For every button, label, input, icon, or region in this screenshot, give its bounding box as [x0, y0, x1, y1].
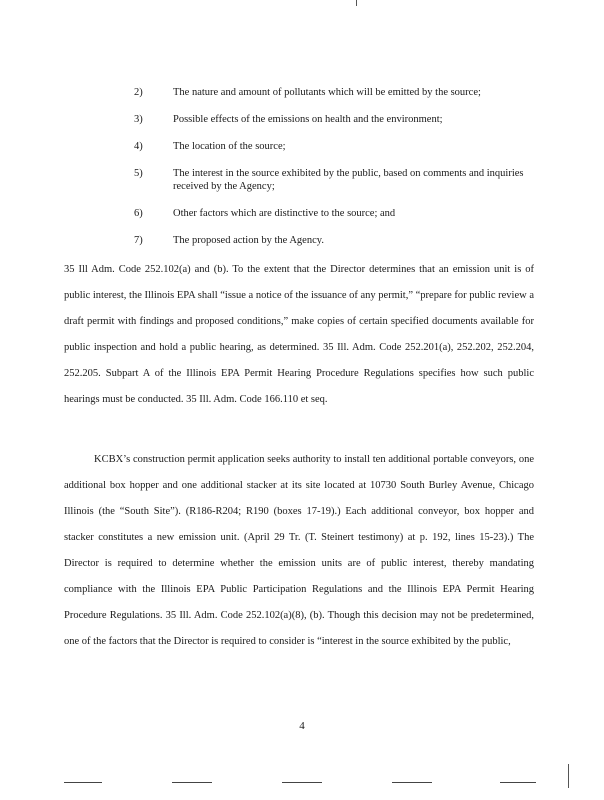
list-item [134, 207, 534, 220]
footer-rule [500, 782, 536, 783]
list-item-text: The nature and amount of pollutants which will be emitted by the source; [173, 87, 481, 98]
paragraph-kcbx-application: KCBX’s construction permit application seeks authority to install ten additional portable conveyors, one additional box hopper and one additional stacker at its site located at 10730 South Burley Avenue, Chicago Illinois (the “South Site”). (R186-R204; R190 (boxes 17-19).) Each additional conveyor, box hopper and stacker constitutes a new emission unit. (April 29 Tr. (T. Steinert testimony) at p. 192, lines 15-23).) The Director is required to determine whether the emission units are of public interest, thereby mandating compliance with the Illinois EPA Public Participation Regulations and the Illinois EPA Permit Hearing Procedure Regulations. 35 Ill. Adm. Code 252.102(a)(8), (b). Though this decision may not be predetermined, one of the factors that the Director is required to consider is “interest in the source exhibited by the public, [64, 454, 534, 647]
list-item-number: 6) [134, 208, 143, 219]
list-item-text: The interest in the source exhibited by the public, based on comments and inquiries received by the Agency; [173, 168, 524, 192]
list-item [134, 167, 534, 193]
list-item-number: 3) [134, 114, 143, 125]
list-item-number: 5) [134, 168, 143, 179]
scan-mark-top [356, 0, 357, 6]
list-item [134, 140, 534, 153]
footer-rule [64, 782, 102, 783]
list-item-text: Other factors which are distinctive to the source; and [173, 208, 396, 219]
footer-rule [282, 782, 322, 783]
list-item-number: 7) [134, 235, 143, 246]
factor-list [134, 86, 534, 261]
list-item [134, 234, 534, 247]
footer-rule [172, 782, 212, 783]
list-item-number: 4) [134, 141, 143, 152]
list-item-text: The location of the source; [173, 141, 286, 152]
list-item-text: The proposed action by the Agency. [173, 235, 324, 246]
page-number: 4 [299, 720, 305, 732]
list-item [134, 86, 534, 99]
paragraph-public-interest: 35 Ill Adm. Code 252.102(a) and (b). To the extent that the Director determines that an emission unit is of public interest, the Illinois EPA shall “issue a notice of the issuance of any permit,” “prepare for public review a draft permit with findings and proposed conditions,” make copies of certain specified documents available for public inspection and hold a public hearing, as determined. 35 Ill. Adm. Code 252.201(a), 252.202, 252.204, 252.205. Subpart A of the Illinois EPA Permit Hearing Procedure Regulations specifies how such public hearings must be conducted. 35 Ill. Adm. Code 166.110 et seq. [64, 264, 534, 405]
list-item-number: 2) [134, 87, 143, 98]
list-item-text: Possible effects of the emissions on health and the environment; [173, 114, 443, 125]
list-item [134, 113, 534, 126]
footer-rule [392, 782, 432, 783]
scan-mark-bottom [568, 764, 569, 788]
